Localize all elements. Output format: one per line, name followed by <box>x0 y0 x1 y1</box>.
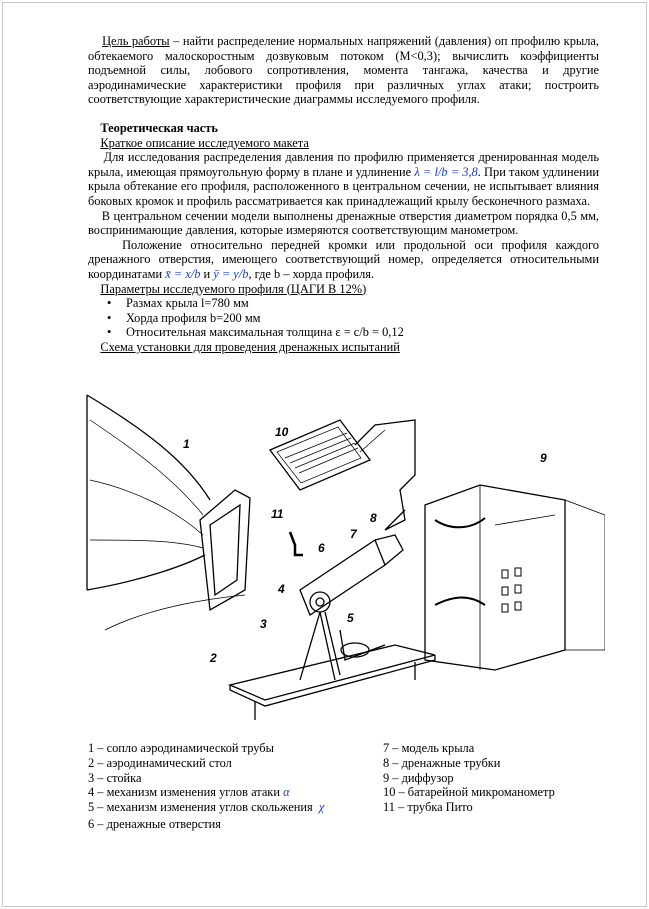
diffuser-drawing <box>425 485 605 670</box>
alpha-symbol: α <box>283 785 290 800</box>
nozzle-drawing <box>87 395 250 630</box>
label-5: 5 <box>347 611 354 625</box>
legend-item: 7 – модель крыла <box>383 741 475 755</box>
legend-item: 10 – батарейной микроманометр <box>383 785 555 800</box>
param-item: • Хорда профиля b=200 мм <box>126 311 599 326</box>
stand-drawing <box>300 592 385 680</box>
label-10: 10 <box>275 425 289 439</box>
scheme-heading-text: Схема установки для проведения дренажных испытаний <box>100 339 400 354</box>
p3-and: и <box>200 266 214 281</box>
legend-item: 11 – трубка Пито <box>383 800 473 815</box>
wing-model-drawing <box>290 510 405 615</box>
paragraph-3 <box>88 238 599 282</box>
p2-text: В центральном сечении модели выполнены дренажные отверстия диаметром порядка 0,5 мм, воспринимающие давления, которые измеряются соответствующим манометром. <box>88 208 600 238</box>
chi-symbol: χ <box>318 800 325 815</box>
legend-item: 1 – сопло аэродинамической трубы <box>88 741 274 755</box>
table-drawing <box>230 645 435 720</box>
legend-item: 9 – диффузор <box>383 770 454 785</box>
model-subheading-text: Краткое описание исследуемого макета <box>100 135 309 150</box>
goal-paragraph <box>88 34 599 107</box>
theory-heading <box>88 121 599 136</box>
y-formula: ȳ = y/b <box>213 266 249 281</box>
model-subheading <box>88 136 599 151</box>
params-list <box>88 296 599 340</box>
label-2: 2 <box>210 651 217 665</box>
x-formula: x̄ = x/b <box>165 266 201 281</box>
scheme-heading <box>88 340 599 355</box>
legend-item: 6 – дренажные отверстия <box>88 816 221 831</box>
label-9: 9 <box>540 451 547 465</box>
legend-item-text: 5 – механизм изменения углов скольжения <box>88 800 313 815</box>
legend-left-column <box>88 741 324 832</box>
label-7: 7 <box>350 527 357 541</box>
legend-right-column <box>383 741 555 815</box>
legend-item: 3 – стойка <box>88 770 142 785</box>
setup-diagram <box>85 390 605 730</box>
paragraph-1 <box>88 150 599 208</box>
label-11: 11 <box>271 507 284 521</box>
p1-text-after: . При таком удлинении крыла обтекание его профиля, расположенного в центральном сечении, не испытывает влияния боковых кромок и профиль рассматривается как принадлежащий крылу бесконечного размаха. <box>88 164 599 208</box>
param-item: • Размах крыла l=780 мм <box>126 296 599 311</box>
param-item: • Относительная максимальная толщина ε = c/b = 0,12 <box>126 325 599 340</box>
micromanometer-drawing <box>270 420 415 530</box>
lambda-formula: λ = l/b = 3,8 <box>414 164 478 179</box>
p1-text: Для исследования распределения давления по профилю применяется дренированная модель крыла, имеющая прямоугольную форму в плане и удлинение <box>88 150 599 179</box>
label-8: 8 <box>370 511 377 525</box>
p3-text-after: , где b – хорда профиля. <box>248 266 375 281</box>
goal-text: – найти распределение нормальных напряжений (давления) оп профилю крыла, обтекаемого малоскоростным дозвуковым потоком (М<0,3); вычислить коэффициенты подъемной силы, лобового сопротивления, момента тангажа, качества и другие аэродинамические характеристики профиля при различных углах атаки; построить соответствующие характеристические диаграммы исследуемого профиля. <box>88 34 600 107</box>
document-body <box>88 34 599 354</box>
legend-item <box>88 785 324 800</box>
legend-item-text: 4 – механизм изменения углов атаки <box>88 785 280 800</box>
p3-text: Положение относительно передней кромки или продольной оси профиля каждого дренажного отверстия, имеющего соответствующий номер, определяется относительными координатами <box>88 237 600 281</box>
label-4: 4 <box>278 582 285 596</box>
params-heading <box>88 282 599 297</box>
label-6: 6 <box>318 541 325 555</box>
legend-item <box>88 800 324 815</box>
goal-label: Цель работы <box>102 34 170 48</box>
label-1: 1 <box>183 437 190 451</box>
legend-item: 8 – дренажные трубки <box>383 755 501 770</box>
legend-item: 2 – аэродинамический стол <box>88 755 232 770</box>
paragraph-2 <box>88 209 599 238</box>
params-heading-text: Параметры исследуемого профиля (ЦАГИ В 12%) <box>100 281 367 296</box>
label-3: 3 <box>260 617 267 631</box>
theory-heading-text: Теоретическая часть <box>100 120 218 135</box>
